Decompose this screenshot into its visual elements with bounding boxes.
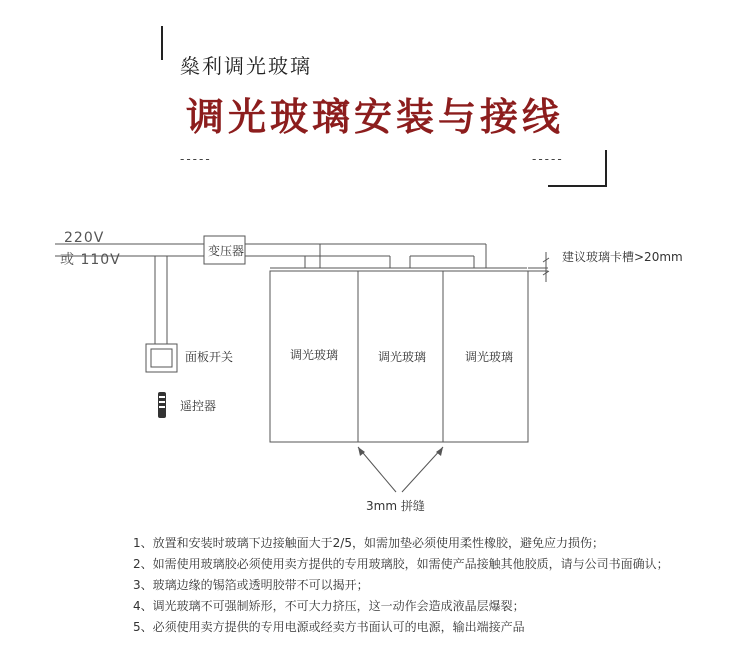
page-title: 调光玻璃安装与接线 — [185, 95, 564, 139]
voltage-label-220: 220V — [64, 230, 105, 246]
glass-label-3: 调光玻璃 — [465, 350, 514, 364]
note-item: 4、调光玻璃不可强制矫形，不可大力挤压，这一动作会造成液晶层爆裂； — [133, 599, 525, 613]
remote-icon — [158, 392, 166, 418]
glass-label-2: 调光玻璃 — [378, 350, 427, 364]
seam-arrow-right — [402, 447, 443, 492]
slot-note: 建议玻璃卡槽>20mm — [562, 250, 683, 264]
note-item: 1、放置和安装时玻璃下边接触面大于2/5，如需加垫必须使用柔性橡胶，避免应力损伤； — [133, 536, 604, 550]
transformer-label: 变压器 — [208, 244, 245, 258]
note-item: 3、玻璃边缘的锡箔或透明胶带不可以揭开； — [133, 578, 369, 592]
glass-label-1: 调光玻璃 — [290, 348, 339, 362]
installation-notes — [133, 533, 669, 638]
panel-switch-label: 面板开关 — [185, 350, 234, 364]
note-item: 2、如需使用玻璃胶必须使用卖方提供的专用玻璃胶，如需使产品接触其他胶质，请与公司书面确认； — [133, 557, 669, 571]
seam-arrowhead-right — [436, 447, 443, 456]
remote-label: 遥控器 — [180, 399, 217, 413]
seam-arrow-left — [358, 447, 396, 492]
dash-left: ----- — [180, 152, 212, 166]
note-item: 5、必须使用卖方提供的专用电源或经卖方书面认可的电源，输出端接产品 — [133, 620, 525, 634]
seam-note: 3mm 拼缝 — [366, 499, 425, 513]
voltage-label-110: 或 110V — [60, 252, 121, 268]
dash-right: ----- — [532, 152, 564, 166]
brand-name: 燊利调光玻璃 — [180, 54, 312, 78]
